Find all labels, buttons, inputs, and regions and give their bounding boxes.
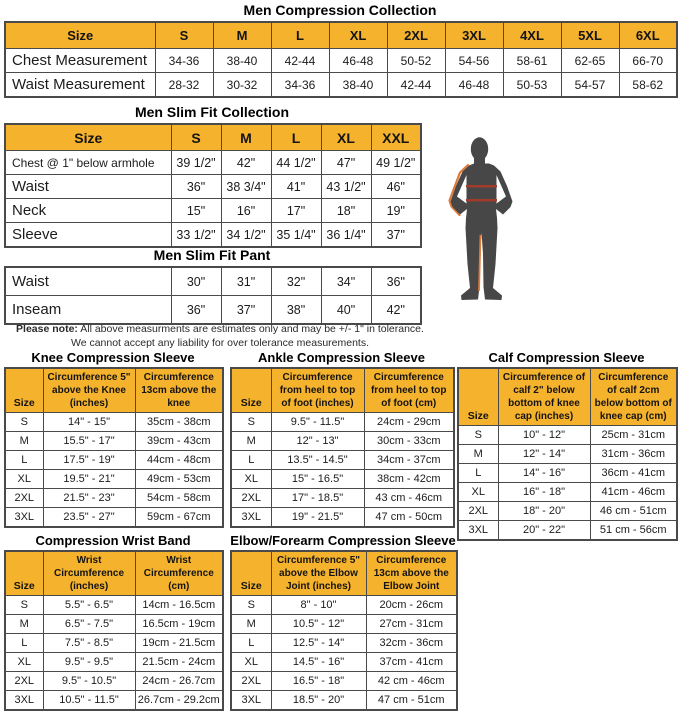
cell-value: 37cm - 41cm [366,653,457,672]
table-row [458,445,677,464]
cell-value: 20cm - 26cm [366,596,457,615]
cell-value: 41" [271,175,321,199]
cell-value: 21.5cm - 24cm [135,653,223,672]
cell-value: 24cm - 26.7cm [135,672,223,691]
row-label: S [5,413,43,432]
table-row [231,470,454,489]
elbow-forearm-compression-sleeve-table [230,550,456,711]
row-label: 2XL [231,672,271,691]
cell-value: 10.5" - 11.5" [43,691,135,711]
cell-value: 19.5" - 21" [43,470,135,489]
column-header: L [271,124,321,151]
cell-value: 54cm - 58cm [135,489,223,508]
table-row [458,483,677,502]
cell-value: 18" [321,199,371,223]
cell-value: 44 1/2" [271,151,321,175]
men-compression-collection-table-grid [4,21,678,98]
column-header: 2XL [387,22,445,49]
cell-value: 27cm - 31cm [366,615,457,634]
cell-value: 13.5" - 14.5" [271,451,364,470]
cell-value: 30cm - 33cm [364,432,454,451]
header-row [458,368,677,426]
cell-value: 18.5" - 20" [271,691,366,711]
cell-value: 38cm - 42cm [364,470,454,489]
calf-compression-sleeve-title: Calf Compression Sleeve [488,350,645,365]
elbow-forearm-compression-sleeve-table-grid [230,550,458,711]
row-label: L [231,634,271,653]
knee-compression-sleeve-title: Knee Compression Sleeve [31,350,195,365]
table-row [231,653,457,672]
figure-body [451,164,513,301]
cell-value: 16.5cm - 19cm [135,615,223,634]
cell-value: 37" [221,296,271,325]
cell-value: 42" [221,151,271,175]
note-line1: All above measurments are estimates only and may be +/- 1" in tolerance. [77,323,424,335]
table-row [5,296,421,325]
column-header: XXL [371,124,421,151]
column-header: Circumference 5" above the Knee (inches) [43,368,135,413]
column-header: XL [329,22,387,49]
cell-value: 35 1/4" [271,223,321,248]
row-label: L [231,451,271,470]
cell-value: 50-53 [503,73,561,98]
cell-value: 16" - 18" [498,483,590,502]
column-header: Circumference of calf 2" below bottom of knee cap (inches) [498,368,590,426]
row-label: XL [231,470,271,489]
cell-value: 38" [271,296,321,325]
compression-wrist-band-table-grid [4,550,224,711]
note-label: Please note: [16,323,78,335]
cell-value: 23.5" - 27" [43,508,135,528]
cell-value: 41cm - 46cm [590,483,677,502]
cell-value: 16" [221,199,271,223]
ankle-compression-sleeve-section [230,351,453,528]
cell-value: 47 cm - 51cm [366,691,457,711]
cell-value: 36" [171,296,221,325]
cell-value: 50-52 [387,49,445,73]
column-header: Wrist Circumference (inches) [43,551,135,596]
cell-value: 12" - 13" [271,432,364,451]
cell-value: 17" - 18.5" [271,489,364,508]
column-header: XL [321,124,371,151]
row-label: S [231,413,271,432]
row-label: 2XL [5,489,43,508]
cell-value: 36" [171,175,221,199]
waist-measurement-line [466,199,497,201]
column-header: Size [5,124,171,151]
header-row [231,551,457,596]
ankle-compression-sleeve-table-grid [230,367,455,528]
ankle-compression-sleeve-title: Ankle Compression Sleeve [258,350,425,365]
cell-value: 37" [371,223,421,248]
cell-value: 46-48 [329,49,387,73]
header-row [231,368,454,413]
cell-value: 15.5" - 17" [43,432,135,451]
cell-value: 31cm - 36cm [590,445,677,464]
cell-value: 15" [171,199,221,223]
calf-compression-sleeve-section [457,351,676,541]
cell-value: 31" [221,267,271,296]
header-row [5,368,223,413]
column-header: Circumference from heel to top of foot (cm) [364,368,454,413]
cell-value: 33 1/2" [171,223,221,248]
cell-value: 44cm - 48cm [135,451,223,470]
men-slim-fit-collection-table-grid [4,123,422,248]
row-label: Chest @ 1" below armhole [5,151,171,175]
compression-wrist-band-table [4,550,222,711]
table-row [231,413,454,432]
cell-value: 46 cm - 51cm [590,502,677,521]
cell-value: 49 1/2" [371,151,421,175]
row-label: 3XL [5,691,43,711]
cell-value: 28-32 [155,73,213,98]
header-row [5,124,421,151]
cell-value: 24cm - 29cm [364,413,454,432]
cell-value: 9.5" - 10.5" [43,672,135,691]
table-row [458,521,677,541]
cell-value: 40" [321,296,371,325]
cell-value: 20" - 22" [498,521,590,541]
knee-compression-sleeve-section [4,351,222,528]
column-header: Wrist Circumference (cm) [135,551,223,596]
men-slim-fit-collection-title: Men Slim Fit Collection [134,104,289,120]
cell-value: 17.5" - 19" [43,451,135,470]
column-header: M [213,22,271,49]
chest-measurement-line [466,185,497,187]
cell-value: 14" - 16" [498,464,590,483]
cell-value: 43 1/2" [321,175,371,199]
cell-value: 14" - 15" [43,413,135,432]
cell-value: 26.7cm - 29.2cm [135,691,223,711]
table-row [5,615,223,634]
cell-value: 34-36 [271,73,329,98]
cell-value: 15" - 16.5" [271,470,364,489]
column-header: Circumference 5" above the Elbow Joint (inches) [271,551,366,596]
row-label: Waist [5,267,171,296]
cell-value: 14.5" - 16" [271,653,366,672]
cell-value: 39cm - 43cm [135,432,223,451]
cell-value: 34cm - 37cm [364,451,454,470]
cell-value: 42 cm - 46cm [366,672,457,691]
elbow-forearm-compression-sleeve-title: Elbow/Forearm Compression Sleeve [230,533,456,548]
table-row [5,451,223,470]
cell-value: 38-40 [213,49,271,73]
cell-value: 25cm - 31cm [590,426,677,445]
cell-value: 42-44 [387,73,445,98]
table-row [231,451,454,470]
cell-value: 43 cm - 46cm [364,489,454,508]
row-label: Chest Measurement [5,49,155,73]
column-header: M [221,124,271,151]
cell-value: 30" [171,267,221,296]
cell-value: 42" [371,296,421,325]
figure-neck [474,156,485,165]
row-label: Waist Measurement [5,73,155,98]
cell-value: 32cm - 36cm [366,634,457,653]
cell-value: 7.5" - 8.5" [43,634,135,653]
men-slim-fit-pant-table-grid [4,266,422,325]
ankle-compression-sleeve-table [230,367,453,528]
cell-value: 42-44 [271,49,329,73]
cell-value: 19cm - 21.5cm [135,634,223,653]
cell-value: 54-57 [561,73,619,98]
column-header: S [155,22,213,49]
cell-value: 38 3/4" [221,175,271,199]
row-label: L [5,451,43,470]
knee-compression-sleeve-table-grid [4,367,224,528]
table-row [458,464,677,483]
cell-value: 8" - 10" [271,596,366,615]
cell-value: 58-61 [503,49,561,73]
table-row [5,432,223,451]
row-label: L [5,634,43,653]
cell-value: 54-56 [445,49,503,73]
table-row [5,596,223,615]
row-label: 2XL [5,672,43,691]
table-row [5,691,223,711]
cell-value: 66-70 [619,49,677,73]
note-line2: We cannot accept any liability for over tolerance measurements. [70,337,370,350]
row-label: Neck [5,199,171,223]
row-label: Inseam [5,296,171,325]
row-label: M [231,432,271,451]
column-header: Size [231,551,271,596]
men-slim-fit-collection-table [4,123,420,248]
cell-value: 18" - 20" [498,502,590,521]
cell-value: 58-62 [619,73,677,98]
cell-value: 35cm - 38cm [135,413,223,432]
compression-wrist-band-section [4,534,222,711]
cell-value: 10" - 12" [498,426,590,445]
table-row [5,73,677,98]
cell-value: 12.5" - 14" [271,634,366,653]
column-header: 6XL [619,22,677,49]
table-row [231,691,457,711]
male-silhouette-graphic [446,136,514,310]
column-header: Size [458,368,498,426]
men-slim-fit-pant-table [4,266,420,325]
cell-value: 16.5" - 18" [271,672,366,691]
row-label: L [458,464,498,483]
cell-value: 6.5" - 7.5" [43,615,135,634]
cell-value: 5.5" - 6.5" [43,596,135,615]
men-compression-collection-title: Men Compression Collection [243,2,437,18]
row-label: XL [5,653,43,672]
row-label: S [458,426,498,445]
cell-value: 32" [271,267,321,296]
column-header: Circumference from heel to top of foot (inches) [271,368,364,413]
row-label: 2XL [231,489,271,508]
table-row [5,413,223,432]
table-row [5,49,677,73]
cell-value: 9.5" - 9.5" [43,653,135,672]
row-label: M [231,615,271,634]
row-label: M [5,432,43,451]
men-slim-fit-pant-title: Men Slim Fit Pant [153,247,271,263]
column-header: Size [231,368,271,413]
column-header: S [171,124,221,151]
cell-value: 47" [321,151,371,175]
column-header: Size [5,368,43,413]
row-label: XL [5,470,43,489]
cell-value: 51 cm - 56cm [590,521,677,541]
row-label: Waist [5,175,171,199]
men-compression-collection-section [4,3,676,98]
tolerance-note [0,322,440,350]
cell-value: 19" [371,199,421,223]
table-row [231,596,457,615]
table-row [231,634,457,653]
cell-value: 14cm - 16.5cm [135,596,223,615]
column-header: 5XL [561,22,619,49]
column-header: Size [5,551,43,596]
cell-value: 10.5" - 12" [271,615,366,634]
male-figure-silhouette [446,136,514,310]
table-row [5,489,223,508]
cell-value: 34" [321,267,371,296]
men-compression-collection-table [4,21,676,98]
cell-value: 49cm - 53cm [135,470,223,489]
column-header: Circumference 13cm above the Elbow Joint [366,551,457,596]
table-row [5,653,223,672]
column-header: 3XL [445,22,503,49]
table-row [5,175,421,199]
table-row [458,426,677,445]
table-row [5,267,421,296]
table-row [231,432,454,451]
column-header: Size [5,22,155,49]
row-label: XL [231,653,271,672]
men-slim-fit-pant-section [4,248,420,325]
table-row [5,223,421,248]
row-label: S [231,596,271,615]
calf-compression-sleeve-table-grid [457,367,678,541]
cell-value: 9.5" - 11.5" [271,413,364,432]
row-label: S [5,596,43,615]
cell-value: 36 1/4" [321,223,371,248]
cell-value: 34 1/2" [221,223,271,248]
row-label: 3XL [231,691,271,711]
table-row [231,508,454,528]
men-slim-fit-collection-section [4,105,420,248]
cell-value: 39 1/2" [171,151,221,175]
row-label: 2XL [458,502,498,521]
cell-value: 46" [371,175,421,199]
table-row [231,672,457,691]
column-header: Circumference of calf 2cm below bottom of knee cap (cm) [590,368,677,426]
cell-value: 38-40 [329,73,387,98]
table-row [5,151,421,175]
row-label: 3XL [231,508,271,528]
header-row [5,551,223,596]
cell-value: 21.5" - 23" [43,489,135,508]
table-row [458,502,677,521]
table-row [231,489,454,508]
row-label: 3XL [458,521,498,541]
cell-value: 17" [271,199,321,223]
column-header: 4XL [503,22,561,49]
cell-value: 34-36 [155,49,213,73]
knee-compression-sleeve-table [4,367,222,528]
column-header: L [271,22,329,49]
cell-value: 36cm - 41cm [590,464,677,483]
table-row [5,634,223,653]
compression-wrist-band-title: Compression Wrist Band [35,533,191,548]
cell-value: 62-65 [561,49,619,73]
cell-value: 47 cm - 50cm [364,508,454,528]
calf-compression-sleeve-table [457,367,676,541]
header-row [5,22,677,49]
column-header: Circumference 13cm above the knee [135,368,223,413]
table-row [5,508,223,528]
table-row [5,199,421,223]
row-label: 3XL [5,508,43,528]
cell-value: 36" [371,267,421,296]
row-label: M [5,615,43,634]
elbow-forearm-compression-sleeve-section [230,534,456,711]
table-row [5,672,223,691]
table-row [5,470,223,489]
table-row [231,615,457,634]
row-label: M [458,445,498,464]
cell-value: 46-48 [445,73,503,98]
cell-value: 30-32 [213,73,271,98]
cell-value: 59cm - 67cm [135,508,223,528]
cell-value: 12" - 14" [498,445,590,464]
cell-value: 19" - 21.5" [271,508,364,528]
row-label: Sleeve [5,223,171,248]
row-label: XL [458,483,498,502]
